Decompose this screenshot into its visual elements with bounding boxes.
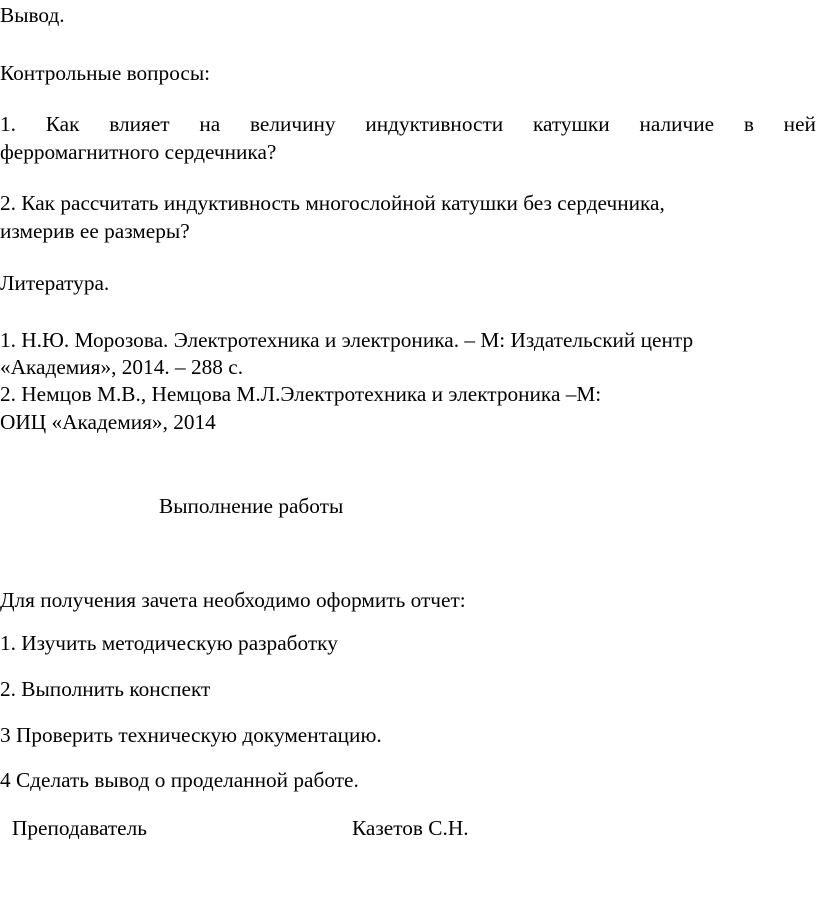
- question-1-line-1: [0, 111, 816, 137]
- reference-1-line-2: «Академия», 2014. – 288 с.: [0, 355, 244, 379]
- question-1-word: на: [199, 112, 221, 136]
- work-heading: Выполнение работы: [159, 494, 344, 518]
- questions-heading: Контрольные вопросы:: [0, 61, 211, 85]
- question-1-word: влияет: [109, 112, 170, 136]
- signature-role: Преподаватель: [12, 816, 147, 840]
- question-1-word: индуктивности: [365, 112, 504, 136]
- question-1-word: наличие: [639, 112, 715, 136]
- question-1-line-2: ферромагнитного сердечника?: [0, 140, 277, 164]
- question-1-word: катушки: [532, 112, 610, 136]
- signature-name: Казетов С.Н.: [352, 816, 469, 840]
- question-1-word: Как: [45, 112, 80, 136]
- step-item: 2. Выполнить конспект: [0, 677, 211, 701]
- question-1-word: величину: [250, 112, 336, 136]
- reference-2-line-1: 2. Немцов М.В., Немцова М.Л.Электротехника и электроника –М:: [0, 382, 602, 406]
- reference-2-line-2: ОИЦ «Академия», 2014: [0, 410, 216, 434]
- question-2-line-2: измерив ее размеры?: [0, 219, 190, 243]
- question-1-word: 1.: [0, 112, 16, 136]
- question-1-word: ней: [783, 112, 816, 136]
- literature-heading: Литература.: [0, 271, 110, 295]
- step-item: 1. Изучить методическую разработку: [0, 631, 338, 655]
- question-2-line-1: 2. Как рассчитать индуктивность многослойной катушки без сердечника,: [0, 191, 665, 215]
- conclusion-heading: Вывод.: [0, 3, 65, 27]
- report-intro: Для получения зачета необходимо оформить отчет:: [0, 588, 466, 612]
- step-item: 3 Проверить техническую документацию.: [0, 723, 382, 747]
- reference-1-line-1: 1. Н.Ю. Морозова. Электротехника и электроника. – М: Издательский центр: [0, 328, 694, 352]
- step-item: 4 Сделать вывод о проделанной работе.: [0, 768, 359, 792]
- question-1-word: в: [743, 112, 754, 136]
